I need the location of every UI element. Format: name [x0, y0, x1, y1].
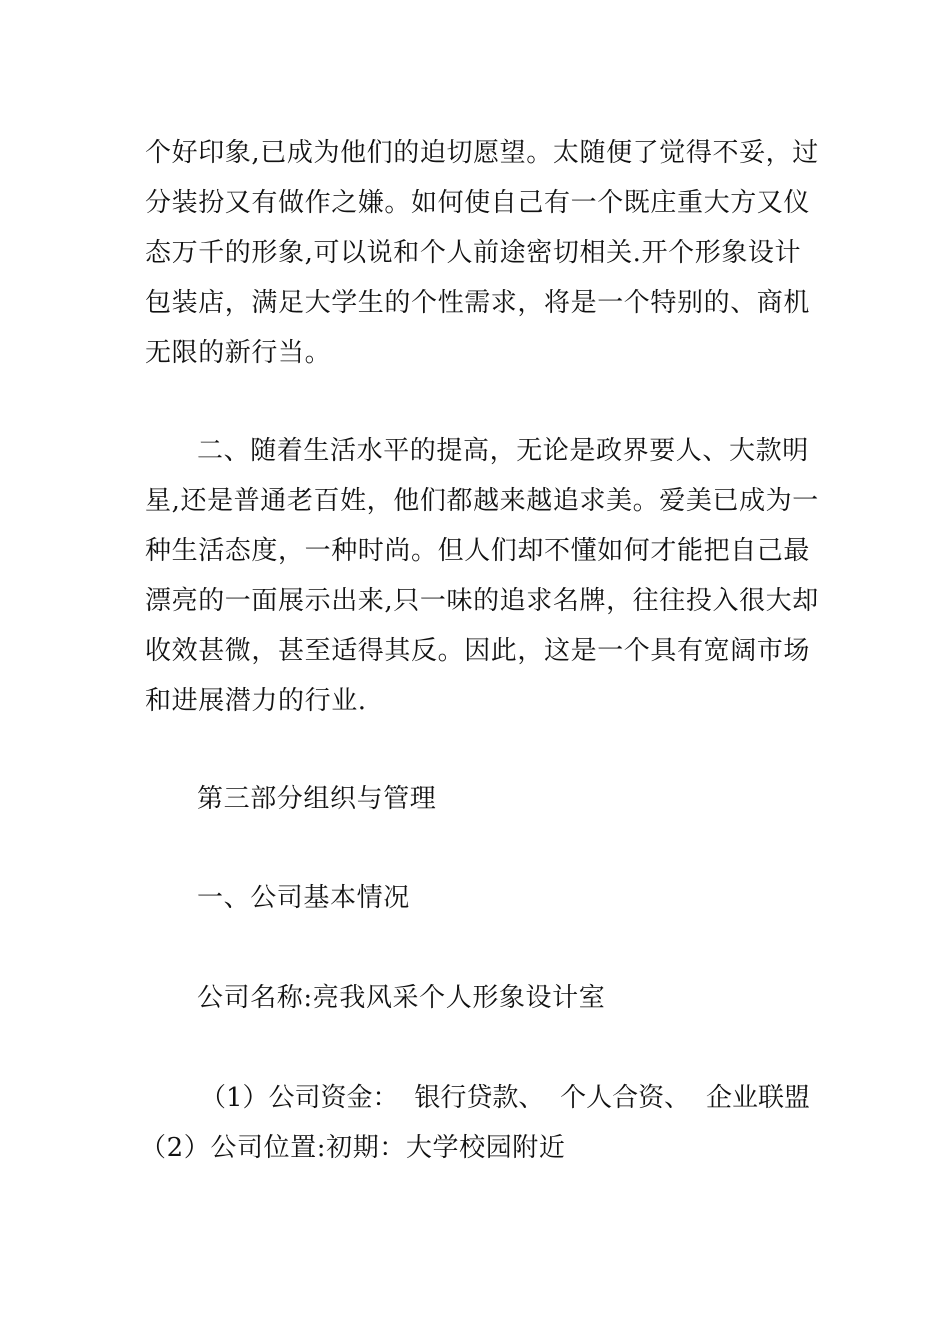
section-heading: 第三部分组织与管理 [197, 784, 437, 814]
paragraph-line: 个好印象,已成为他们的迫切愿望。太随便了觉得不妥，过 [145, 138, 819, 168]
paragraph-line: 态万千的形象,可以说和个人前途密切相关.开个形象设计 [145, 238, 802, 268]
paragraph-line: 分装扮又有做作之嫌。如何使自己有一个既庄重大方又仪 [145, 188, 811, 218]
funding-item: 个人合资、 [560, 1083, 691, 1113]
funding-item: 企业联盟 [705, 1083, 810, 1113]
paragraph-line: 漂亮的一面展示出来,只一味的追求名牌，往往投入很大却 [145, 586, 819, 616]
company-name-line: 公司名称:亮我风采个人形象设计室 [197, 983, 606, 1013]
paragraph-line: 收效甚微，甚至适得其反。因此，这是一个具有宽阔市场 [145, 636, 811, 666]
paragraph-line: 包装店，满足大学生的个性需求，将是一个特别的、商机 [145, 288, 811, 318]
location-line: （2）公司位置:初期：大学校园附近 [140, 1133, 566, 1163]
paragraph-line: 星,还是普通老百姓，他们都越来越追求美。爱美已成为一 [145, 486, 819, 516]
subsection-heading: 一、公司基本情况 [197, 883, 410, 913]
paragraph-line: 二、随着生活水平的提高，无论是政界要人、大款明 [197, 436, 809, 466]
funding-label: （1）公司资金： [200, 1083, 399, 1113]
paragraph-line: 无限的新行当。 [145, 338, 332, 368]
funding-item: 银行贷款、 [414, 1083, 545, 1113]
paragraph-line: 和进展潜力的行业. [145, 686, 367, 716]
funding-line [200, 1080, 810, 1116]
paragraph-line: 种生活态度，一种时尚。但人们却不懂如何才能把自己最 [145, 536, 811, 566]
